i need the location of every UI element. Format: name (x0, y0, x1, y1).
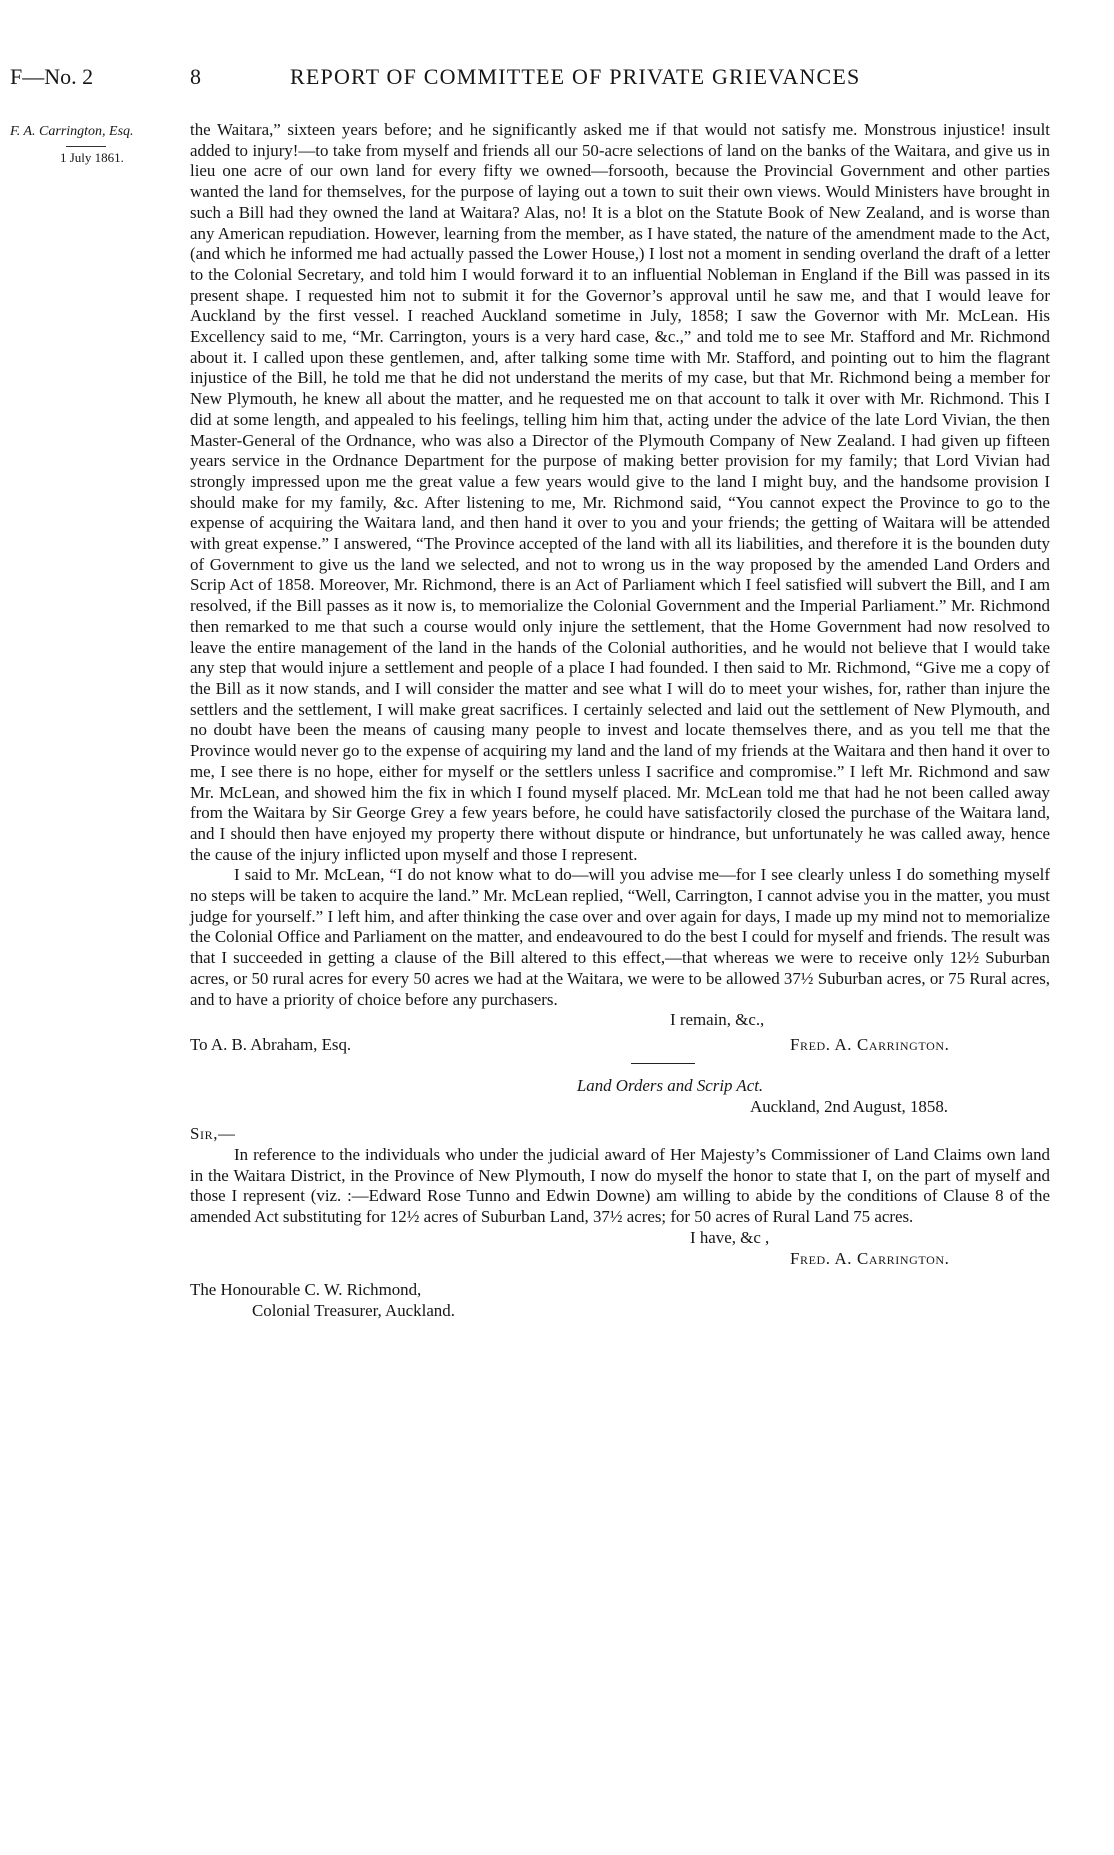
page-header (0, 64, 1114, 98)
letter2-signature-row (190, 1249, 1050, 1270)
page-title: REPORT OF COMMITTEE OF PRIVATE GRIEVANCES (290, 64, 861, 89)
margin-rule (66, 146, 106, 147)
letter1-signature-row (190, 1035, 1050, 1056)
letter2-closing-row (190, 1228, 1050, 1249)
letter2-closing: I have, &c , (690, 1227, 770, 1247)
section-divider (631, 1063, 695, 1076)
letter2-salutation-row (190, 1124, 1050, 1145)
letter2-heading: Land Orders and Scrip Act. (576, 1076, 764, 1096)
page-number: 8 (190, 64, 201, 89)
letter1-signature: Fred. A. Carrington. (790, 1035, 950, 1055)
letter2-place-date-row (190, 1097, 1050, 1118)
letter2-signature: Fred. A. Carrington. (790, 1248, 950, 1268)
letter1-closing-row (190, 1010, 1050, 1031)
margin-note (10, 124, 180, 166)
letter1-paragraph-2: I said to Mr. McLean, “I do not know what to do—will you advise me—for I see clearly unless I do something myself no steps will be taken to acquire the land.” Mr. McLean replied, “Well, Carrington, I cannot advise you in the matter, you must judge for yourself.” I left him, and after thinking the case over and over again for days, I made up my mind not to memorialize the Colonial Office and Parliament on the matter, and endeavoured to do the best I could for myself and friends. The result was that I succeeded in getting a clause of the Bill altered to this effect,—that whereas we were to receive only 12½ Suburban acres, or 50 rural acres for every 50 acres we had at the Waitara, we were to be allowed 37½ Suburban acres, or 75 Rural acres, and to have a priority of choice before any purchasers. (190, 865, 1050, 1009)
letter2-address-line-1: The Honourable C. W. Richmond, (190, 1279, 422, 1299)
letter2-salutation: Sir,— (190, 1123, 236, 1143)
letter2-address-line-2: Colonial Treasurer, Auckland. (252, 1300, 455, 1320)
paper-reference: F—No. 2 (10, 64, 94, 89)
letter2-address-row-1 (190, 1280, 1050, 1301)
letter1-paragraph-1: the Waitara,” sixteen years before; and he significantly asked me if that would not satisfy me. Monstrous injustice! insult added to injury!—to take from myself and friends all our 50-acre selections of land on the banks of the Waitara, and give us in lieu one acre of our own land for every fifty we owned—forsooth, because the Provincial Government and other parties wanted the land for themselves, for the purpose of laying out a town to suit their own views. Would Ministers have brought in such a Bill had they owned the land at Waitara? Alas, no! It is a blot on the Statute Book of New Zealand, and is worse than any American repudiation. However, learning from the member, as I have stated, the nature of the amendment made to the Act, (and which he informed me had actually passed the Lower House,) I lost not a moment in sending overland the draft of a letter to the Colonial Secretary, and told him I would forward it to an influential Nobleman in England if the Bill was passed in its present shape. I requested him not to submit it for the Governor’s approval until he saw me, and that I would leave for Auckland by the first vessel. I reached Auckland sometime in July, 1858; I saw the Governor with Mr. McLean. His Excellency said to me, “Mr. Carrington, yours is a very hard case, &c.,” and told me to see Mr. Stafford and Mr. Richmond about it. I called upon these gentlemen, and, after talking some time with Mr. Stafford, and pointing out to him the flagrant injustice of the Bill, he told me that he did not understand the merits of my case, but that Mr. Richmond being a member for New Plymouth, he knew all about the matter, and he requested me on that account to talk it over with Mr. Richmond. This I did at some length, and appealed to his feelings, telling him him that, acting under the advice of the late Lord Vivian, the then Master-General of the Ordnance, who was also a Director of the Plymouth Company of New Zealand. I had given up fifteen years service in the Ordnance Department for the purpose of making better provision for my family; that Lord Vivian had strongly impressed upon me the great value a few years would give to the land I might buy, and the handsome provision I should make for my family, &c. After listening to me, Mr. Richmond said, “You cannot expect the Province to go to the expense of acquiring the Waitara land, and then hand it over to you and your friends; the getting of Waitara will be attended with great expense.” I answered, “The Province accepted of the land with all its liabilities, and therefore it is the bounden duty of Government to give us the land we selected, and not to wrong us in the way proposed by the amended Land Orders and Scrip Act of 1858. Moreover, Mr. Richmond, there is an Act of Parliament which I feel satisfied will subvert the Bill, and I am resolved, if the Bill passes as it now is, to memorialize the Colonial Government and the Imperial Parliament.” Mr. Richmond then remarked to me that such a course would only injure the settlement, that the Home Government had now resolved to leave the entire management of the land in the hands of the Colonial authorities, and he would not believe that I would take any step that would injure a settlement and people of a place I had founded. I then said to Mr. Richmond, “Give me a copy of the Bill as it now stands, and I will consider the matter and see what I will do to meet your wishes, for, rather than injure the settlers and the settlement, I will make great sacrifices. I certainly selected and laid out the settlement of New Plymouth, and no doubt have been the means of causing many people to invest and locate themselves there, and as you tell me that the Province would never go to the expense of acquiring my land and the land of my friends at the Waitara and then hand it over to me, I see there is no hope, either for myself or the settlers unless I sacrifice and compromise.” I left Mr. Richmond and saw Mr. McLean, and showed him the fix in which I found myself placed. Mr. McLean told me that had he not been called away from the Waitara by Sir George Grey a few years before, he could have satisfactorily closed the purchase of the Waitara land, and I should then have enjoyed my property there without dispute or hindrance, but unfortunately he was called away, hence the cause of the injury inflicted upon myself and those I represent. (190, 120, 1050, 864)
letter2-address-row-2 (190, 1301, 1050, 1322)
letter2-paragraph: In reference to the individuals who under the judicial award of Her Majesty’s Commissioner of Land Claims own land in the Waitara District, in the Province of New Plymouth, I now do myself the honor to state that I, on the part of myself and those I represent (viz. :—Edward Rose Tunno and Edwin Downe) am willing to abide by the conditions of Clause 8 of the amended Act substituting for 12½ acres of Suburban Land, 37½ acres; for 50 acres of Rural Land 75 acres. (190, 1144, 1050, 1227)
margin-witness-name: F. A. Carrington, Esq. (10, 124, 134, 139)
letter2-place-date: Auckland, 2nd August, 1858. (750, 1096, 948, 1116)
margin-date: 1 July 1861. (60, 150, 124, 165)
letter1-closing: I remain, &c., (670, 1010, 765, 1030)
letter1-addressee: To A. B. Abraham, Esq. (190, 1035, 352, 1055)
document-body (190, 120, 1050, 1322)
